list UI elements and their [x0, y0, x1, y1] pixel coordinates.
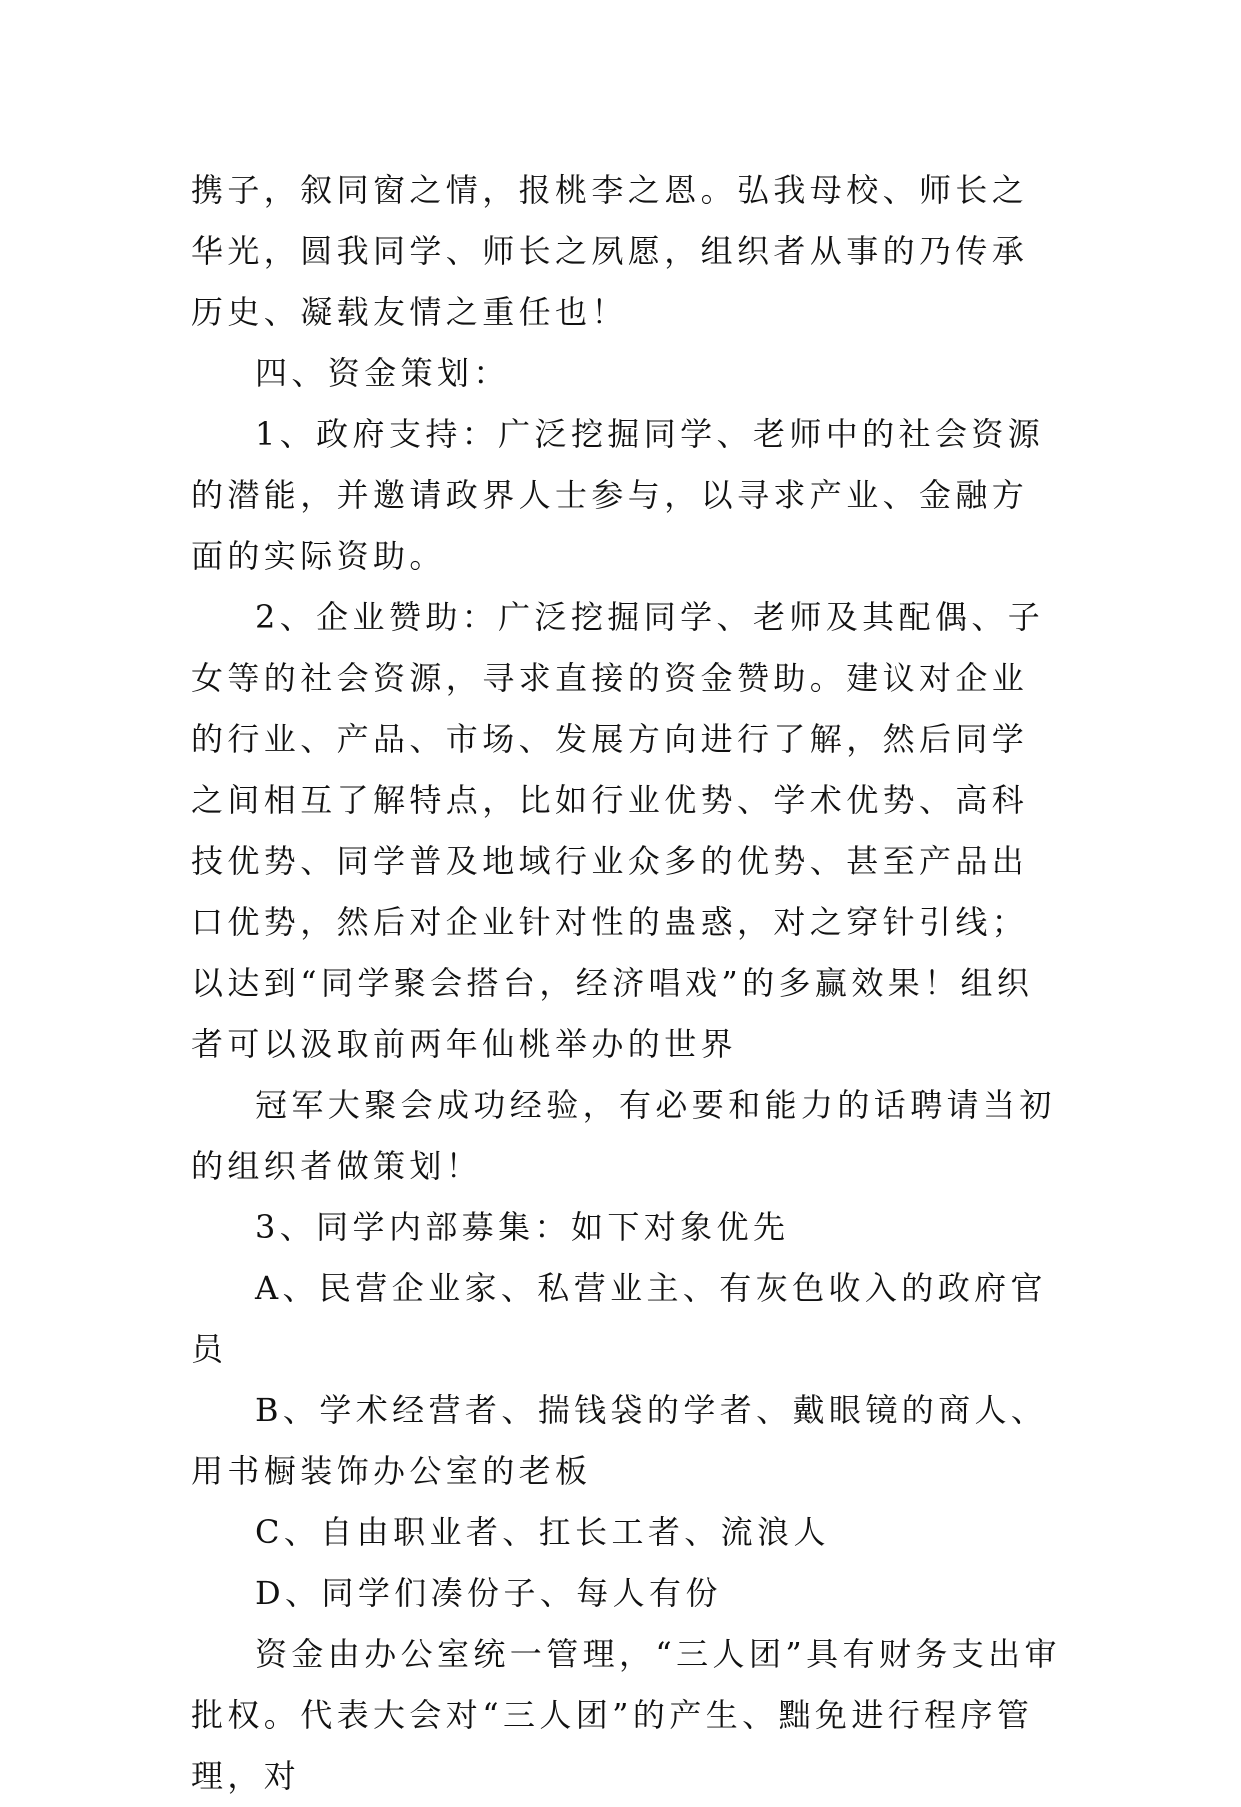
paragraph-internal-fundraising: 3、同学内部募集：如下对象优先	[255, 1208, 790, 1246]
list-item-b: B、学术经营者、揣钱袋的学者、戴眼镜的商人、用书橱装饰办公室的老板	[191, 1391, 1048, 1490]
paragraph-continuation: 携子，叙同窗之情，报桃李之恩。弘我母校、师长之华光，圆我同学、师长之夙愿，组织者从事的乃传承历史、凝载友情之重任也！	[191, 171, 1029, 331]
section-heading-funding: 四、资金策划：	[255, 354, 510, 392]
list-item-c: C、自由职业者、扛长工者、流浪人	[255, 1513, 830, 1551]
list-item-a: A、民营企业家、私营业主、有灰色收入的政府官员	[191, 1269, 1047, 1368]
paragraph-enterprise-sponsorship: 2、企业赞助：广泛挖掘同学、老师及其配偶、子女等的社会资源，寻求直接的资金赞助。建议对企业的行业、产品、市场、发展方向进行了解，然后同学之间相互了解特点，比如行业优势、学术优势、高科技优势、同学普及地域行业众多的优势、甚至产品出口优势，然后对企业针对性的蛊惑，对之穿针引线；以达到“同学聚会搭台，经济唱戏”的多赢效果！组织者可以汲取前两年仙桃举办的世界	[191, 598, 1045, 1063]
paragraph-fund-management: 资金由办公室统一管理，“三人团”具有财务支出审批权。代表大会对“三人团”的产生、黜免进行程序管理，对	[191, 1635, 1061, 1795]
paragraph-champion-experience: 冠军大聚会成功经验，有必要和能力的话聘请当初的组织者做策划！	[191, 1086, 1056, 1185]
document-body	[191, 160, 1063, 1807]
paragraph-government-support: 1、政府支持：广泛挖掘同学、老师中的社会资源的潜能，并邀请政界人士参与，以寻求产业、金融方面的实际资助。	[191, 415, 1045, 575]
list-item-d: D、同学们凑份子、每人有份	[255, 1574, 722, 1612]
